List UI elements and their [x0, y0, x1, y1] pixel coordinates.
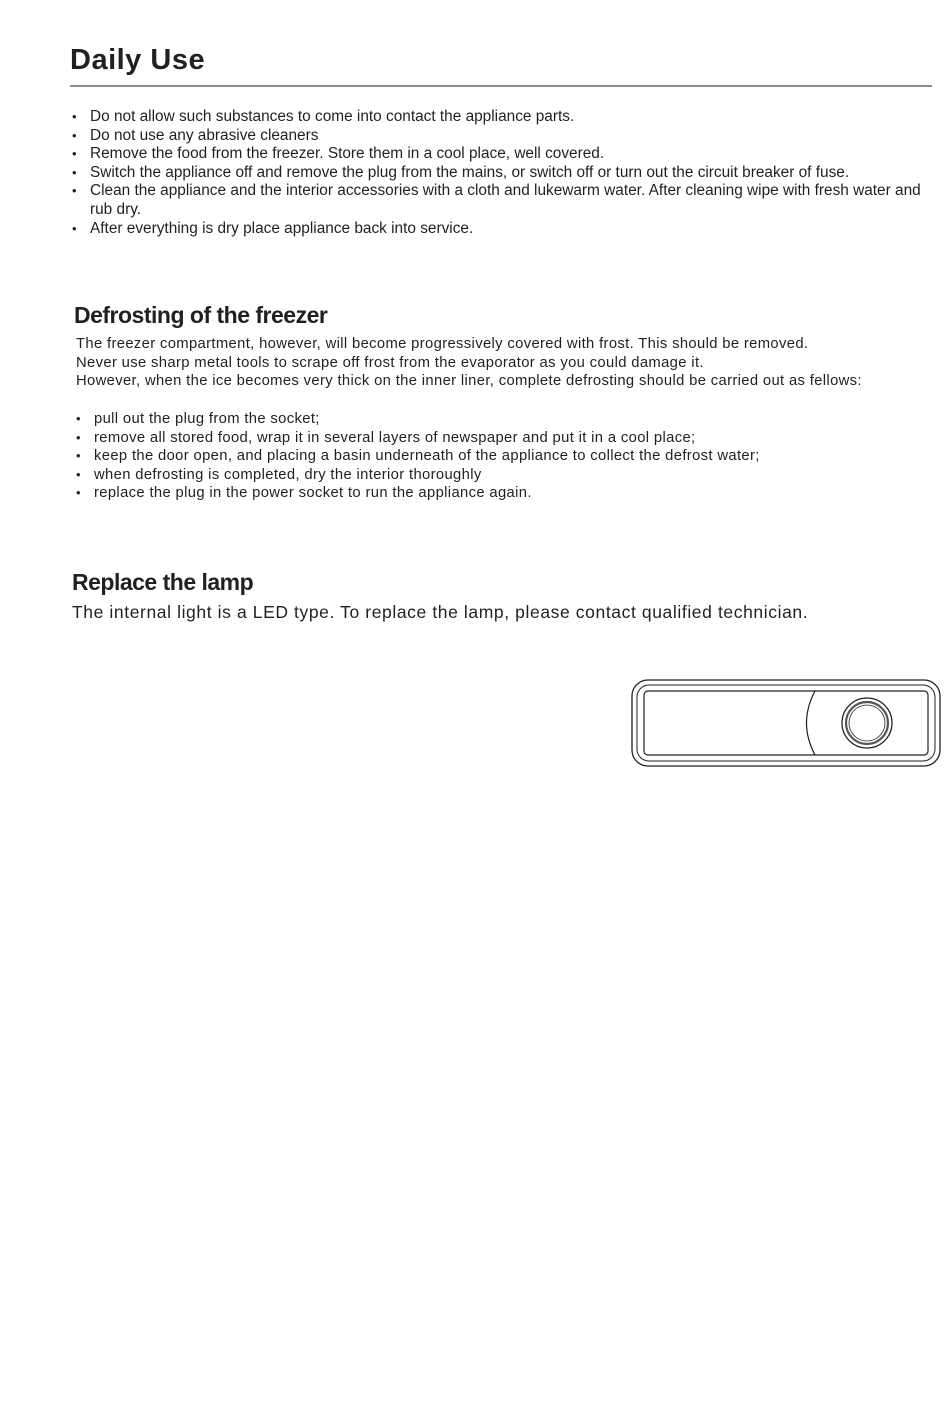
- list-item: • Switch the appliance off and remove the plug from the mains, or switch off or turn out the circuit breaker of fuse.: [72, 164, 932, 183]
- list-item: • replace the plug in the power socket to run the appliance again.: [76, 484, 936, 503]
- list-item: • Do not use any abrasive cleaners: [72, 127, 932, 146]
- defrosting-heading: Defrosting of the freezer: [74, 302, 328, 328]
- lamp-text: The internal light is a LED type. To replace the lamp, please contact qualified technician.: [72, 602, 809, 622]
- defrosting-paragraph: The freezer compartment, however, will become progressively covered with frost. This should be removed.: [76, 336, 809, 352]
- list-item: • Remove the food from the freezer. Store them in a cool place, well covered.: [72, 145, 932, 164]
- list-item: • remove all stored food, wrap it in several layers of newspaper and put it in a cool place;: [76, 429, 936, 448]
- page-title: Daily Use: [70, 44, 206, 76]
- list-item: • Do not allow such substances to come into contact the appliance parts.: [72, 108, 932, 127]
- list-item: • when defrosting is completed, dry the interior thoroughly: [76, 466, 936, 485]
- lamp-heading: Replace the lamp: [72, 569, 254, 595]
- list-item: • pull out the plug from the socket;: [76, 410, 936, 429]
- defrosting-paragraph: However, when the ice becomes very thick on the inner liner, complete defrosting should be carried out as fellows:: [76, 373, 862, 390]
- list-item: • Clean the appliance and the interior accessories with a cloth and lukewarm water. After cleaning wipe with fresh water and rub dry.: [72, 182, 932, 219]
- led-lamp-housing-icon: [630, 678, 942, 768]
- list-item: • After everything is dry place appliance back into service.: [72, 220, 932, 239]
- title-divider: [70, 85, 932, 87]
- list-item: • keep the door open, and placing a basin underneath of the appliance to collect the defrost water;: [76, 447, 936, 466]
- defrosting-paragraph: Never use sharp metal tools to scrape off frost from the evaporator as you could damage it.: [76, 354, 704, 371]
- daily-use-list: [72, 108, 932, 238]
- defrosting-intro: [76, 335, 938, 391]
- defrosting-steps-list: [76, 410, 936, 503]
